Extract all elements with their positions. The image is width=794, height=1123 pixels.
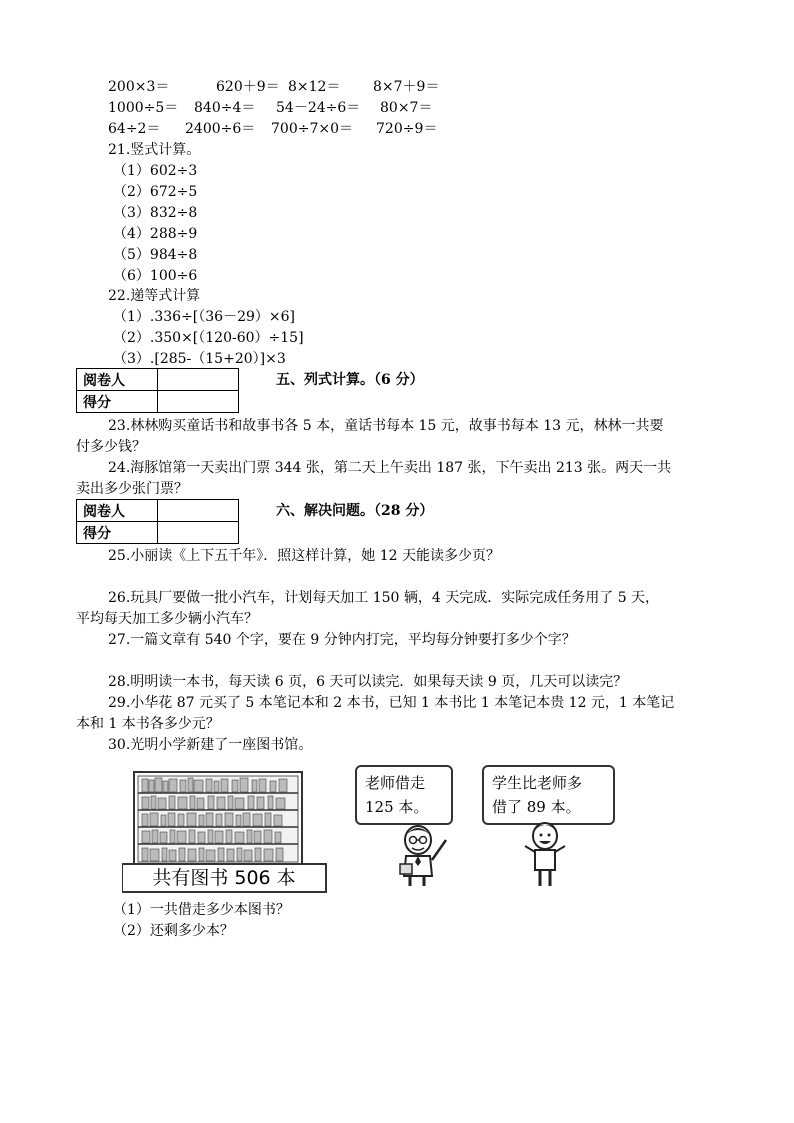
q22-item: （2）.350×[（120-60）÷15] <box>113 330 304 346</box>
student-speech-bubble <box>482 765 615 825</box>
q22-title: 22.递等式计算 <box>108 288 201 304</box>
student-bubble-line: 学生比老师多 <box>492 774 583 792</box>
q23-line2: 付多少钱？ <box>76 439 146 455</box>
teacher-bubble-line: 125 本。 <box>365 798 429 816</box>
oral-calc-item: 80×7＝ <box>380 100 433 116</box>
student-bubble-line: 借了 89 本。 <box>492 798 581 816</box>
reviewer-cell[interactable] <box>158 369 239 391</box>
oral-calc-item: 64÷2＝ <box>108 121 161 137</box>
q21-item: （5）984÷8 <box>113 247 198 263</box>
score-table-section6 <box>76 499 239 544</box>
q21-item: （6）100÷6 <box>113 268 198 284</box>
oral-calc-item: 840÷4＝ <box>194 100 256 116</box>
teacher-bubble-line: 老师借走 <box>365 774 426 792</box>
q29-line1: 29.小华花 87 元买了 5 本笔记本和 2 本书，已知 1 本书比 1 本笔记本贵 12 元，1 本笔记 <box>108 695 675 711</box>
q28: 28.明明读一本书，每天读 6 页，6 天可以读完．如果每天读 9 页，几天可以读完？ <box>108 674 628 690</box>
q21-item: （4）288÷9 <box>113 226 198 242</box>
oral-calc-item: 54－24÷6＝ <box>276 100 361 116</box>
q22-item: （1）.336÷[（36－29）×6] <box>113 309 295 325</box>
oral-calc-row-2 <box>108 98 432 118</box>
q30-sub-2: （2）还剩多少本？ <box>113 923 234 939</box>
reviewer-cell[interactable] <box>158 500 239 522</box>
q24-line2: 卖出多少张门票？ <box>76 481 188 497</box>
teacher-figure-icon <box>388 822 458 890</box>
oral-calc-item: 8×7＋9＝ <box>373 79 440 95</box>
section5-title: 五、列式计算。（6 分） <box>276 372 424 388</box>
q26-line1: 26.玩具厂要做一批小汽车，计划每天加工 150 辆，4 天完成．实际完成任务用了 5 天， <box>108 590 660 606</box>
oral-calc-item: 200×3＝ <box>108 79 170 95</box>
q24-line1: 24.海豚馆第一天卖出门票 344 张，第二天上午卖出 187 张，下午卖出 213 张。两天一共 <box>108 460 672 476</box>
q21-title: 21.竖式计算。 <box>108 142 201 158</box>
oral-calc-row-3 <box>108 119 437 139</box>
q22-item: （3）.[285-（15+20）]×3 <box>113 351 286 367</box>
oral-calc-item: 2400÷6＝ <box>185 121 256 137</box>
q30-sub-1: （1）一共借走多少本图书？ <box>113 902 290 918</box>
q30-title: 30.光明小学新建了一座图书馆。 <box>108 737 313 753</box>
oral-calc-item: 8×12＝ <box>288 79 341 95</box>
teacher-speech-bubble <box>355 765 453 825</box>
q26-line2: 平均每天加工多少辆小汽车？ <box>76 611 258 627</box>
score-label: 得分 <box>77 522 158 544</box>
oral-calc-item: 700÷7×0＝ <box>271 121 353 137</box>
q23-line1: 23.林林购买童话书和故事书各 5 本，童话书每本 15 元，故事书每本 13 元，林林一共要 <box>108 418 664 434</box>
q21-item: （2）672÷5 <box>113 184 198 200</box>
q21-item: （3）832÷8 <box>113 205 198 221</box>
score-table-section5 <box>76 368 239 413</box>
score-cell[interactable] <box>158 522 239 544</box>
oral-calc-item: 720÷9＝ <box>376 121 438 137</box>
score-label: 得分 <box>77 391 158 413</box>
student-figure-icon <box>520 818 570 890</box>
oral-calc-item: 1000÷5＝ <box>108 100 179 116</box>
oral-calc-row-1 <box>108 77 439 97</box>
bookshelf-label: 共有图书 506 本 <box>152 867 296 889</box>
reviewer-label: 阅卷人 <box>77 369 158 391</box>
oral-calc-item: 620＋9＝ <box>216 79 280 95</box>
q27: 27.一篇文章有 540 个字，要在 9 分钟内打完，平均每分钟要打多少个字？ <box>108 632 576 648</box>
q25: 25.小丽读《上下五千年》．照这样计算，她 12 天能读多少页？ <box>108 548 500 564</box>
score-cell[interactable] <box>158 391 239 413</box>
bookshelf-illustration <box>122 770 330 894</box>
q21-item: （1）602÷3 <box>113 163 198 179</box>
reviewer-label: 阅卷人 <box>77 500 158 522</box>
q29-line2: 本和 1 本书各多少元？ <box>76 716 220 732</box>
section6-title: 六、解决问题。（28 分） <box>276 503 434 519</box>
